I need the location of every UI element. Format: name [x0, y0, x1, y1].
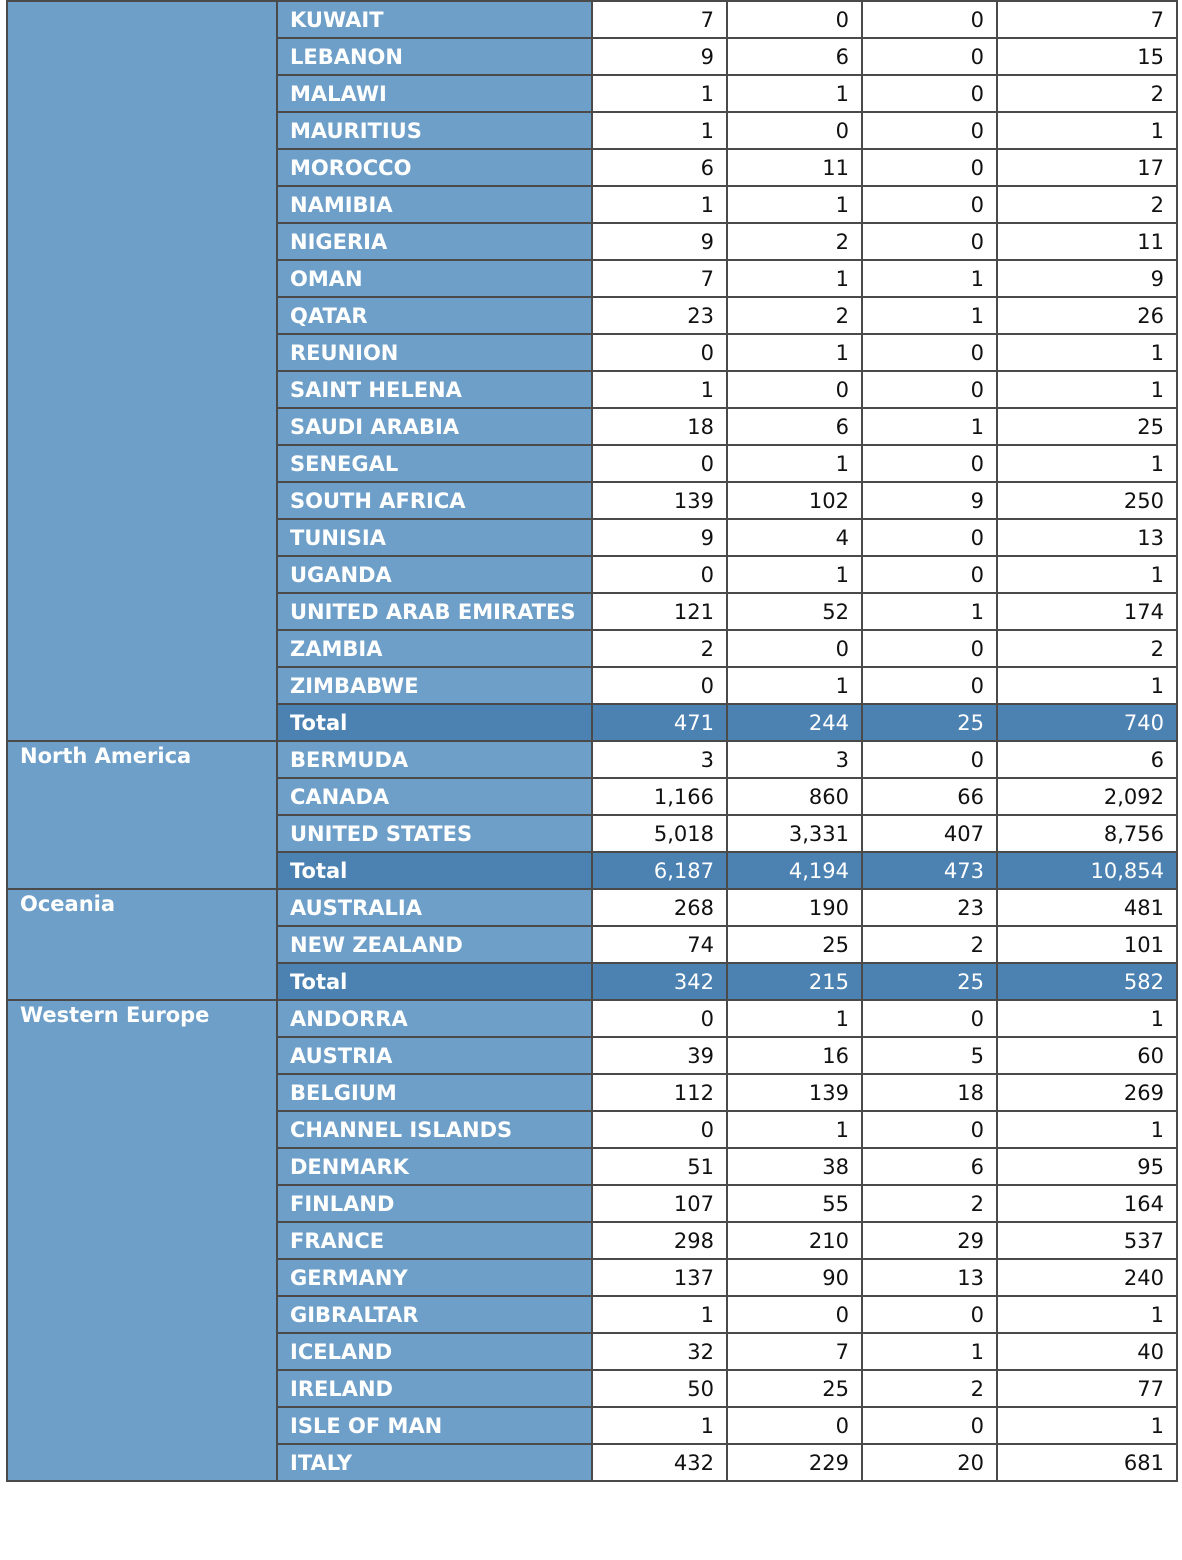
value-cell: 1 — [592, 186, 727, 223]
value-cell: 0 — [862, 519, 997, 556]
value-cell: 1 — [727, 1111, 862, 1148]
value-cell: 1 — [997, 445, 1177, 482]
value-cell: 139 — [592, 482, 727, 519]
value-cell: 407 — [862, 815, 997, 852]
value-cell: 1 — [997, 1407, 1177, 1444]
region-cell: Western Europe — [7, 1000, 277, 1481]
value-cell: 95 — [997, 1148, 1177, 1185]
value-cell: 13 — [862, 1259, 997, 1296]
value-cell: 60 — [997, 1037, 1177, 1074]
value-cell: 7 — [592, 260, 727, 297]
value-cell: 1 — [997, 334, 1177, 371]
value-cell: 1 — [727, 445, 862, 482]
country-cell: ICELAND — [277, 1333, 592, 1370]
value-cell: 1 — [997, 1000, 1177, 1037]
value-cell: 38 — [727, 1148, 862, 1185]
value-cell: 1 — [727, 186, 862, 223]
value-cell: 7 — [592, 1, 727, 38]
value-cell: 2 — [862, 1370, 997, 1407]
value-cell: 74 — [592, 926, 727, 963]
total-label: Total — [277, 852, 592, 889]
total-value-cell: 10,854 — [997, 852, 1177, 889]
value-cell: 1 — [592, 371, 727, 408]
value-cell: 55 — [727, 1185, 862, 1222]
value-cell: 40 — [997, 1333, 1177, 1370]
total-label: Total — [277, 963, 592, 1000]
value-cell: 9 — [592, 519, 727, 556]
value-cell: 102 — [727, 482, 862, 519]
value-cell: 190 — [727, 889, 862, 926]
value-cell: 50 — [592, 1370, 727, 1407]
value-cell: 229 — [727, 1444, 862, 1481]
table-row — [7, 889, 1177, 926]
country-cell: FINLAND — [277, 1185, 592, 1222]
value-cell: 25 — [727, 926, 862, 963]
value-cell: 1 — [592, 1296, 727, 1333]
value-cell: 0 — [862, 371, 997, 408]
value-cell: 1 — [727, 667, 862, 704]
value-cell: 5,018 — [592, 815, 727, 852]
value-cell: 0 — [862, 1111, 997, 1148]
value-cell: 1 — [997, 112, 1177, 149]
value-cell: 13 — [997, 519, 1177, 556]
value-cell: 0 — [727, 112, 862, 149]
value-cell: 112 — [592, 1074, 727, 1111]
value-cell: 0 — [727, 1, 862, 38]
value-cell: 23 — [592, 297, 727, 334]
value-cell: 1 — [862, 260, 997, 297]
value-cell: 0 — [862, 186, 997, 223]
value-cell: 0 — [862, 1, 997, 38]
country-cell: SENEGAL — [277, 445, 592, 482]
value-cell: 6 — [592, 149, 727, 186]
value-cell: 137 — [592, 1259, 727, 1296]
value-cell: 2 — [862, 926, 997, 963]
total-label: Total — [277, 704, 592, 741]
country-cell: UNITED STATES — [277, 815, 592, 852]
value-cell: 0 — [727, 371, 862, 408]
value-cell: 537 — [997, 1222, 1177, 1259]
value-cell: 8,756 — [997, 815, 1177, 852]
country-cell: GERMANY — [277, 1259, 592, 1296]
country-cell: GIBRALTAR — [277, 1296, 592, 1333]
value-cell: 26 — [997, 297, 1177, 334]
value-cell: 6 — [727, 408, 862, 445]
value-cell: 0 — [862, 75, 997, 112]
value-cell: 2 — [997, 186, 1177, 223]
value-cell: 0 — [592, 1000, 727, 1037]
region-cell: North America — [7, 741, 277, 889]
value-cell: 2 — [727, 297, 862, 334]
value-cell: 0 — [592, 667, 727, 704]
total-value-cell: 25 — [862, 963, 997, 1000]
value-cell: 1 — [862, 593, 997, 630]
value-cell: 0 — [862, 1407, 997, 1444]
value-cell: 23 — [862, 889, 997, 926]
country-cell: ITALY — [277, 1444, 592, 1481]
total-value-cell: 215 — [727, 963, 862, 1000]
country-cell: ISLE OF MAN — [277, 1407, 592, 1444]
value-cell: 0 — [592, 334, 727, 371]
value-cell: 0 — [727, 630, 862, 667]
value-cell: 1 — [727, 334, 862, 371]
value-cell: 18 — [592, 408, 727, 445]
country-cell: BERMUDA — [277, 741, 592, 778]
value-cell: 3,331 — [727, 815, 862, 852]
value-cell: 0 — [862, 1296, 997, 1333]
value-cell: 0 — [862, 149, 997, 186]
value-cell: 139 — [727, 1074, 862, 1111]
country-cell: UGANDA — [277, 556, 592, 593]
value-cell: 9 — [592, 223, 727, 260]
value-cell: 2,092 — [997, 778, 1177, 815]
table-row — [7, 1000, 1177, 1037]
value-cell: 481 — [997, 889, 1177, 926]
country-cell: ZAMBIA — [277, 630, 592, 667]
country-cell: FRANCE — [277, 1222, 592, 1259]
value-cell: 6 — [862, 1148, 997, 1185]
value-cell: 1 — [727, 75, 862, 112]
value-cell: 240 — [997, 1259, 1177, 1296]
value-cell: 20 — [862, 1444, 997, 1481]
value-cell: 15 — [997, 38, 1177, 75]
value-cell: 1,166 — [592, 778, 727, 815]
value-cell: 1 — [862, 1333, 997, 1370]
country-cell: SAUDI ARABIA — [277, 408, 592, 445]
value-cell: 6 — [997, 741, 1177, 778]
value-cell: 121 — [592, 593, 727, 630]
country-cell: CHANNEL ISLANDS — [277, 1111, 592, 1148]
value-cell: 0 — [862, 445, 997, 482]
total-value-cell: 4,194 — [727, 852, 862, 889]
value-cell: 11 — [727, 149, 862, 186]
value-cell: 0 — [862, 38, 997, 75]
value-cell: 77 — [997, 1370, 1177, 1407]
country-cell: QATAR — [277, 297, 592, 334]
value-cell: 6 — [727, 38, 862, 75]
country-cell: LEBANON — [277, 38, 592, 75]
value-cell: 4 — [727, 519, 862, 556]
country-cell: MOROCCO — [277, 149, 592, 186]
value-cell: 164 — [997, 1185, 1177, 1222]
value-cell: 32 — [592, 1333, 727, 1370]
country-cell: TUNISIA — [277, 519, 592, 556]
value-cell: 1 — [727, 1000, 862, 1037]
total-value-cell: 740 — [997, 704, 1177, 741]
value-cell: 5 — [862, 1037, 997, 1074]
value-cell: 90 — [727, 1259, 862, 1296]
value-cell: 18 — [862, 1074, 997, 1111]
value-cell: 0 — [727, 1296, 862, 1333]
table-row — [7, 741, 1177, 778]
value-cell: 66 — [862, 778, 997, 815]
table-row — [7, 1, 1177, 38]
country-cell: KUWAIT — [277, 1, 592, 38]
country-cell: BELGIUM — [277, 1074, 592, 1111]
value-cell: 2 — [727, 223, 862, 260]
value-cell: 268 — [592, 889, 727, 926]
country-cell: REUNION — [277, 334, 592, 371]
country-cell: CANADA — [277, 778, 592, 815]
value-cell: 1 — [997, 1296, 1177, 1333]
value-cell: 7 — [727, 1333, 862, 1370]
value-cell: 1 — [997, 667, 1177, 704]
value-cell: 107 — [592, 1185, 727, 1222]
total-value-cell: 25 — [862, 704, 997, 741]
total-value-cell: 342 — [592, 963, 727, 1000]
value-cell: 1 — [862, 297, 997, 334]
value-cell: 17 — [997, 149, 1177, 186]
value-cell: 0 — [592, 1111, 727, 1148]
country-cell: NEW ZEALAND — [277, 926, 592, 963]
value-cell: 3 — [592, 741, 727, 778]
value-cell: 0 — [862, 667, 997, 704]
value-cell: 298 — [592, 1222, 727, 1259]
value-cell: 16 — [727, 1037, 862, 1074]
value-cell: 1 — [862, 408, 997, 445]
country-cell: MAURITIUS — [277, 112, 592, 149]
country-cell: IRELAND — [277, 1370, 592, 1407]
value-cell: 3 — [727, 741, 862, 778]
total-value-cell: 471 — [592, 704, 727, 741]
country-cell: NAMIBIA — [277, 186, 592, 223]
value-cell: 1 — [997, 556, 1177, 593]
value-cell: 39 — [592, 1037, 727, 1074]
value-cell: 0 — [727, 1407, 862, 1444]
country-cell: ZIMBABWE — [277, 667, 592, 704]
value-cell: 7 — [997, 1, 1177, 38]
value-cell: 29 — [862, 1222, 997, 1259]
country-cell: OMAN — [277, 260, 592, 297]
value-cell: 9 — [862, 482, 997, 519]
total-value-cell: 6,187 — [592, 852, 727, 889]
country-data-table — [6, 0, 1178, 1482]
country-cell: SOUTH AFRICA — [277, 482, 592, 519]
total-value-cell: 582 — [997, 963, 1177, 1000]
value-cell: 1 — [727, 260, 862, 297]
value-cell: 2 — [997, 630, 1177, 667]
total-value-cell: 244 — [727, 704, 862, 741]
value-cell: 0 — [862, 556, 997, 593]
value-cell: 432 — [592, 1444, 727, 1481]
country-cell: NIGERIA — [277, 223, 592, 260]
country-cell: MALAWI — [277, 75, 592, 112]
value-cell: 1 — [592, 75, 727, 112]
country-cell: UNITED ARAB EMIRATES — [277, 593, 592, 630]
value-cell: 52 — [727, 593, 862, 630]
value-cell: 681 — [997, 1444, 1177, 1481]
value-cell: 0 — [862, 334, 997, 371]
value-cell: 1 — [997, 371, 1177, 408]
value-cell: 0 — [592, 556, 727, 593]
value-cell: 9 — [997, 260, 1177, 297]
table-body — [7, 1, 1177, 1481]
value-cell: 860 — [727, 778, 862, 815]
value-cell: 1 — [997, 1111, 1177, 1148]
value-cell: 269 — [997, 1074, 1177, 1111]
value-cell: 0 — [592, 445, 727, 482]
value-cell: 101 — [997, 926, 1177, 963]
value-cell: 1 — [592, 1407, 727, 1444]
country-cell: ANDORRA — [277, 1000, 592, 1037]
region-cell: Oceania — [7, 889, 277, 1000]
value-cell: 0 — [862, 630, 997, 667]
value-cell: 51 — [592, 1148, 727, 1185]
total-value-cell: 473 — [862, 852, 997, 889]
value-cell: 2 — [592, 630, 727, 667]
value-cell: 9 — [592, 38, 727, 75]
value-cell: 25 — [727, 1370, 862, 1407]
country-cell: SAINT HELENA — [277, 371, 592, 408]
value-cell: 210 — [727, 1222, 862, 1259]
value-cell: 0 — [862, 112, 997, 149]
value-cell: 2 — [997, 75, 1177, 112]
value-cell: 0 — [862, 741, 997, 778]
value-cell: 174 — [997, 593, 1177, 630]
region-cell — [7, 1, 277, 741]
value-cell: 1 — [727, 556, 862, 593]
value-cell: 25 — [997, 408, 1177, 445]
value-cell: 1 — [592, 112, 727, 149]
country-cell: AUSTRIA — [277, 1037, 592, 1074]
country-cell: DENMARK — [277, 1148, 592, 1185]
value-cell: 250 — [997, 482, 1177, 519]
value-cell: 2 — [862, 1185, 997, 1222]
country-cell: AUSTRALIA — [277, 889, 592, 926]
value-cell: 11 — [997, 223, 1177, 260]
value-cell: 0 — [862, 1000, 997, 1037]
value-cell: 0 — [862, 223, 997, 260]
